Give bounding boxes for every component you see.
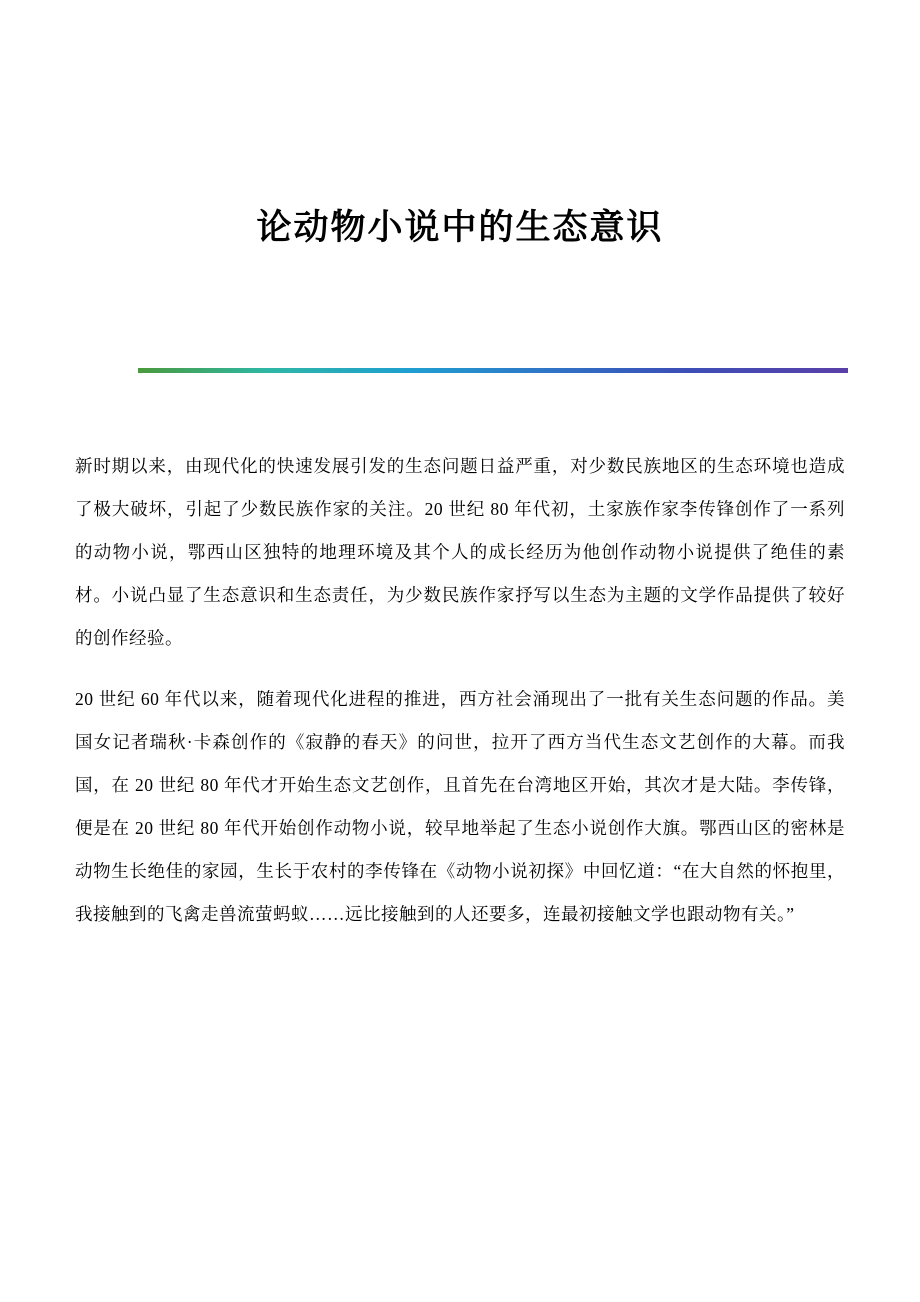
- paragraph: 新时期以来，由现代化的快速发展引发的生态问题日益严重，对少数民族地区的生态环境也造成了极大破坏，引起了少数民族作家的关注。20 世纪 80 年代初，土家族作家李传锋创作了一系列的动物小说，鄂西山区独特的地理环境及其个人的成长经历为他创作动物小说提供了绝佳的素材。小说凸显了生态意识和生态责任，为少数民族作家抒写以生态为主题的文学作品提供了较好的创作经验。: [75, 456, 845, 648]
- page-title: 论动物小说中的生态意识: [256, 208, 664, 248]
- paragraph: 20 世纪 60 年代以来，随着现代化进程的推进，西方社会涌现出了一批有关生态问题的作品。美国女记者瑞秋·卡森创作的《寂静的春天》的问世，拉开了西方当代生态文艺创作的大幕。而我国，在 20 世纪 80 年代才开始生态文艺创作，且首先在台湾地区开始，其次才是大陆。李传锋，便是在 20 世纪 80 年代开始创作动物小说，较早地举起了生态小说创作大旗。鄂西山区的密林是动物生长绝佳的家园，生长于农村的李传锋在《动物小说初探》中回忆道：“在大自然的怀抱里，我接触到的飞禽走兽流萤蚂蚁……远比接触到的人还要多，连最初接触文学也跟动物有关。”: [75, 689, 845, 924]
- gradient-rule: [138, 368, 848, 373]
- document-body: [75, 445, 845, 936]
